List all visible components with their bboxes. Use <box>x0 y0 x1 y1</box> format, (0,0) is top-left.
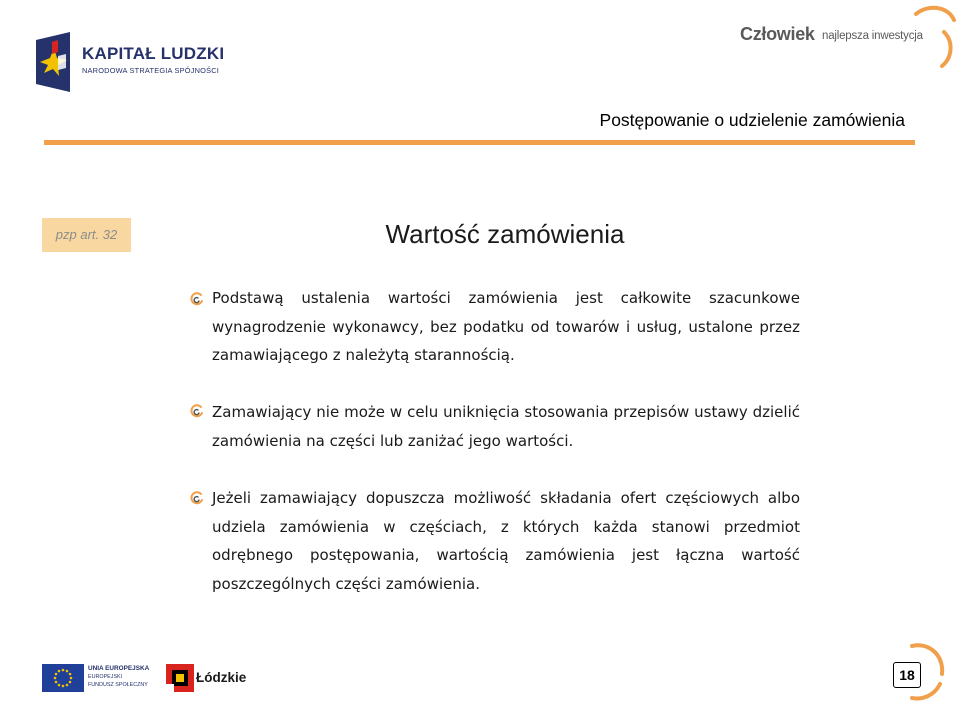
paragraph-2: Zamawiający nie może w celu uniknięcia stosowania przepisów ustawy dzielić zamówienia na części lub zaniżać jego wartości. <box>212 403 800 450</box>
kapital-ludzki-logo <box>36 32 226 94</box>
page-number: 18 <box>893 662 921 688</box>
kapital-ludzki-title: KAPITAŁ LUDZKI <box>82 44 225 63</box>
header-title: Postępowanie o udzielenie zamówienia <box>599 110 905 130</box>
eu-line-1: UNIA EUROPEJSKA <box>88 665 150 672</box>
kapital-ludzki-mark-icon <box>36 32 72 92</box>
lodzkie-mark-icon <box>166 664 194 692</box>
article-tag: pzp art. 32 <box>42 218 131 252</box>
czlowiek-logo <box>738 2 960 70</box>
lodzkie-text: Łódzkie <box>196 670 247 685</box>
paragraph-1: Podstawą ustalenia wartości zamówienia jest całkowite szacunkowe wynagrodzenie wykonawcy, bez podatku od towarów i usług, ustalone przez zamawiającego z należytą starannością. <box>212 289 800 364</box>
slide-title: Wartość zamówienia <box>385 219 625 249</box>
header-divider <box>44 140 915 145</box>
orange-arc-icon <box>898 2 960 70</box>
paragraph-3: Jeżeli zamawiający dopuszcza możliwość składania ofert częściowych albo udziela zamówienia w częściach, z których każda stanowi przedmiot odrębnego postępowania, wartością zamówienia jest łączna wartość poszczególnych części zamówienia. <box>212 489 800 593</box>
eu-line-3: FUNDUSZ SPOŁECZNY <box>88 682 148 688</box>
czlowiek-tagline: najlepsza inwestycja <box>822 30 923 42</box>
swirl-bullet-icon <box>190 404 204 418</box>
kapital-ludzki-subtitle: NARODOWA STRATEGIA SPÓJNOŚCI <box>82 66 220 75</box>
czlowiek-word: Człowiek <box>740 24 815 44</box>
swirl-bullet-icon <box>190 491 204 505</box>
eu-line-2: EUROPEJSKI <box>88 674 123 680</box>
swirl-bullet-icon <box>190 292 204 306</box>
eu-logo <box>42 662 154 692</box>
eu-flag-icon <box>42 664 84 692</box>
lodzkie-logo <box>166 662 256 694</box>
